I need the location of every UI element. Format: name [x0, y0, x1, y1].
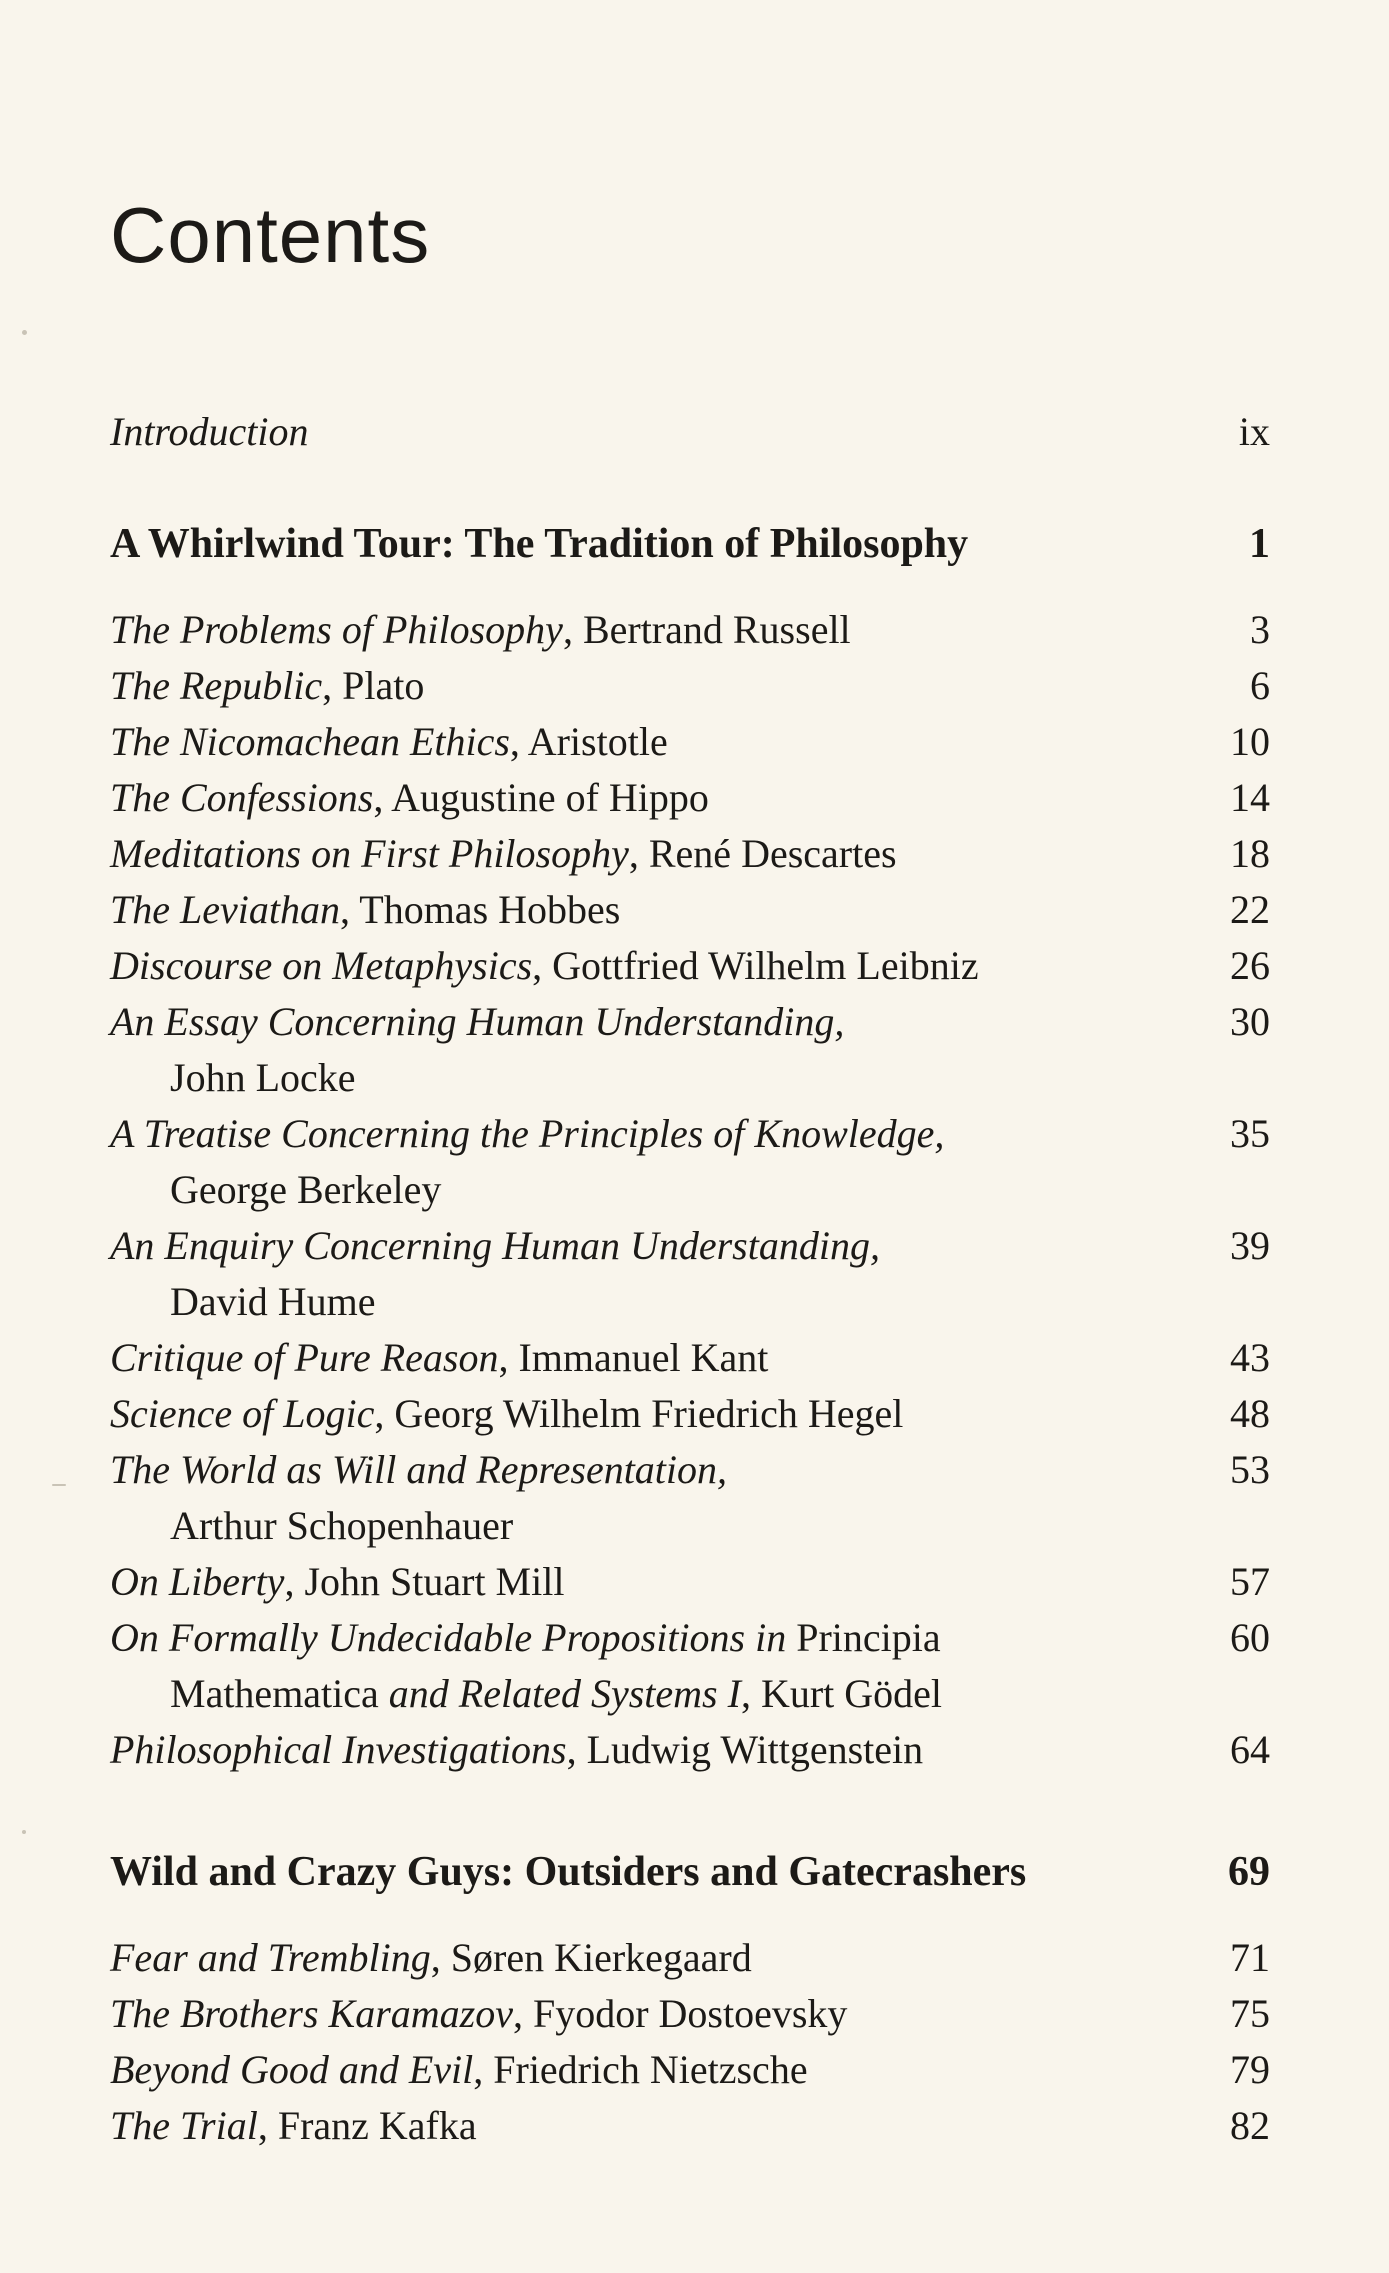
work-title: Meditations on First Philosophy	[110, 831, 629, 876]
page-number: 64	[1230, 1727, 1270, 1772]
toc-entry[interactable]	[110, 770, 1270, 826]
toc-entry[interactable]	[110, 658, 1270, 714]
toc-entry[interactable]	[110, 994, 1270, 1050]
author: , Søren Kierkegaard	[430, 1935, 752, 1980]
section-title: A Whirlwind Tour: The Tradition of Philosophy	[110, 521, 969, 567]
toc-entry-continuation	[110, 1050, 1270, 1106]
toc-entry[interactable]	[110, 938, 1270, 994]
page-number: 3	[1250, 607, 1270, 652]
author: David Hume	[170, 1279, 376, 1324]
author: , Franz Kafka	[257, 2103, 477, 2148]
page-number: 69	[1228, 1849, 1270, 1895]
toc-entry[interactable]	[110, 882, 1270, 938]
work-title: The Problems of Philosophy	[110, 607, 563, 652]
author: , John Stuart Mill	[284, 1559, 565, 1604]
author: , Ludwig Wittgenstein	[566, 1727, 924, 1772]
author: , Gottfried Wilhelm Leibniz	[532, 943, 979, 988]
author: , Bertrand Russell	[562, 607, 851, 652]
author: , Kurt Gödel	[740, 1671, 943, 1716]
toc-entry[interactable]	[110, 1986, 1270, 2042]
page-number: 22	[1230, 887, 1270, 932]
scan-speck	[22, 1830, 26, 1834]
toc-entry[interactable]	[110, 1218, 1270, 1274]
page-number: 43	[1230, 1335, 1270, 1380]
work-title: The Nicomachean Ethics	[110, 719, 510, 764]
work-title: The Trial	[110, 2103, 258, 2148]
page-number: ix	[1238, 409, 1270, 454]
scan-speck	[52, 1484, 66, 1486]
author: , René Descartes	[628, 831, 897, 876]
scan-speck	[22, 330, 27, 335]
toc-entry-introduction[interactable]	[110, 404, 1270, 460]
author: , Thomas Hobbes	[339, 887, 621, 932]
work-title: On Formally Undecidable Propositions in	[110, 1615, 787, 1660]
toc-entry-continuation	[110, 1666, 1270, 1722]
work-title: Philosophical Investigations	[110, 1727, 567, 1772]
toc-section-heading[interactable]	[110, 1844, 1270, 1900]
work-title: The World as Will and Representation,	[110, 1447, 728, 1492]
toc-entry[interactable]	[110, 2098, 1270, 2154]
author: , Friedrich Nietzsche	[473, 2047, 808, 2092]
page-number: 75	[1230, 1991, 1270, 2036]
page-number: 53	[1230, 1447, 1270, 1492]
work-title-upright: Principia	[786, 1615, 941, 1660]
toc-entry[interactable]	[110, 602, 1270, 658]
work-title: Discourse on Metaphysics	[110, 943, 533, 988]
page-number: 1	[1249, 521, 1270, 567]
page-number: 26	[1230, 943, 1270, 988]
page-number: 6	[1250, 663, 1270, 708]
section-title: Wild and Crazy Guys: Outsiders and Gatecrashers	[110, 1849, 1027, 1895]
author: , Immanuel Kant	[498, 1335, 769, 1380]
page-number: 39	[1230, 1223, 1270, 1268]
page-number: 60	[1230, 1615, 1270, 1660]
author: , Georg Wilhelm Friedrich Hegel	[374, 1391, 904, 1436]
toc-entry-continuation	[110, 1274, 1270, 1330]
toc-entry[interactable]	[110, 1554, 1270, 1610]
author: , Plato	[322, 663, 425, 708]
page-title: Contents	[110, 191, 431, 279]
toc-entry[interactable]	[110, 826, 1270, 882]
author: Arthur Schopenhauer	[170, 1503, 514, 1548]
page-number: 82	[1230, 2103, 1270, 2148]
work-title: The Republic	[110, 663, 323, 708]
toc-entry[interactable]	[110, 2042, 1270, 2098]
author: John Locke	[170, 1055, 356, 1100]
work-title-upright: Mathematica	[170, 1671, 379, 1716]
page-number: 18	[1230, 831, 1270, 876]
work-title: Beyond Good and Evil	[110, 2047, 474, 2092]
author: , Fyodor Dostoevsky	[512, 1991, 848, 2036]
work-title: On Liberty	[110, 1559, 285, 1604]
page-number: 57	[1230, 1559, 1270, 1604]
work-title: A Treatise Concerning the Principles of Knowledge,	[110, 1111, 945, 1156]
toc-entry-continuation	[110, 1162, 1270, 1218]
toc-entry[interactable]	[110, 1330, 1270, 1386]
page-number: 71	[1230, 1935, 1270, 1980]
toc-entry[interactable]	[110, 1442, 1270, 1498]
work-title: Fear and Trembling	[110, 1935, 431, 1980]
page-number: 79	[1230, 2047, 1270, 2092]
work-title: The Confessions	[110, 775, 374, 820]
author: , Augustine of Hippo	[373, 775, 709, 820]
author: George Berkeley	[170, 1167, 442, 1212]
work-title: The Brothers Karamazov	[110, 1991, 513, 2036]
work-title: Science of Logic	[110, 1391, 375, 1436]
page-number: 35	[1230, 1111, 1270, 1156]
toc-entry[interactable]	[110, 1386, 1270, 1442]
work-title: The Leviathan	[110, 887, 340, 932]
toc-entry[interactable]	[110, 1106, 1270, 1162]
toc-entry[interactable]	[110, 1610, 1270, 1666]
work-title: An Enquiry Concerning Human Understanding,	[110, 1223, 880, 1268]
work-title: An Essay Concerning Human Understanding,	[110, 999, 845, 1044]
toc-entry[interactable]	[110, 1930, 1270, 1986]
page-number: 48	[1230, 1391, 1270, 1436]
entry-title: Introduction	[110, 409, 309, 454]
author: , Aristotle	[509, 719, 668, 764]
work-title: and Related Systems I	[378, 1671, 741, 1716]
page-number: 14	[1230, 775, 1270, 820]
toc-section-heading[interactable]	[110, 516, 1270, 572]
work-title: Critique of Pure Reason	[110, 1335, 499, 1380]
page-number: 30	[1230, 999, 1270, 1044]
toc-entry[interactable]	[110, 714, 1270, 770]
page-number: 10	[1230, 719, 1270, 764]
toc-entry-continuation	[110, 1498, 1270, 1554]
toc-entry[interactable]	[110, 1722, 1270, 1778]
